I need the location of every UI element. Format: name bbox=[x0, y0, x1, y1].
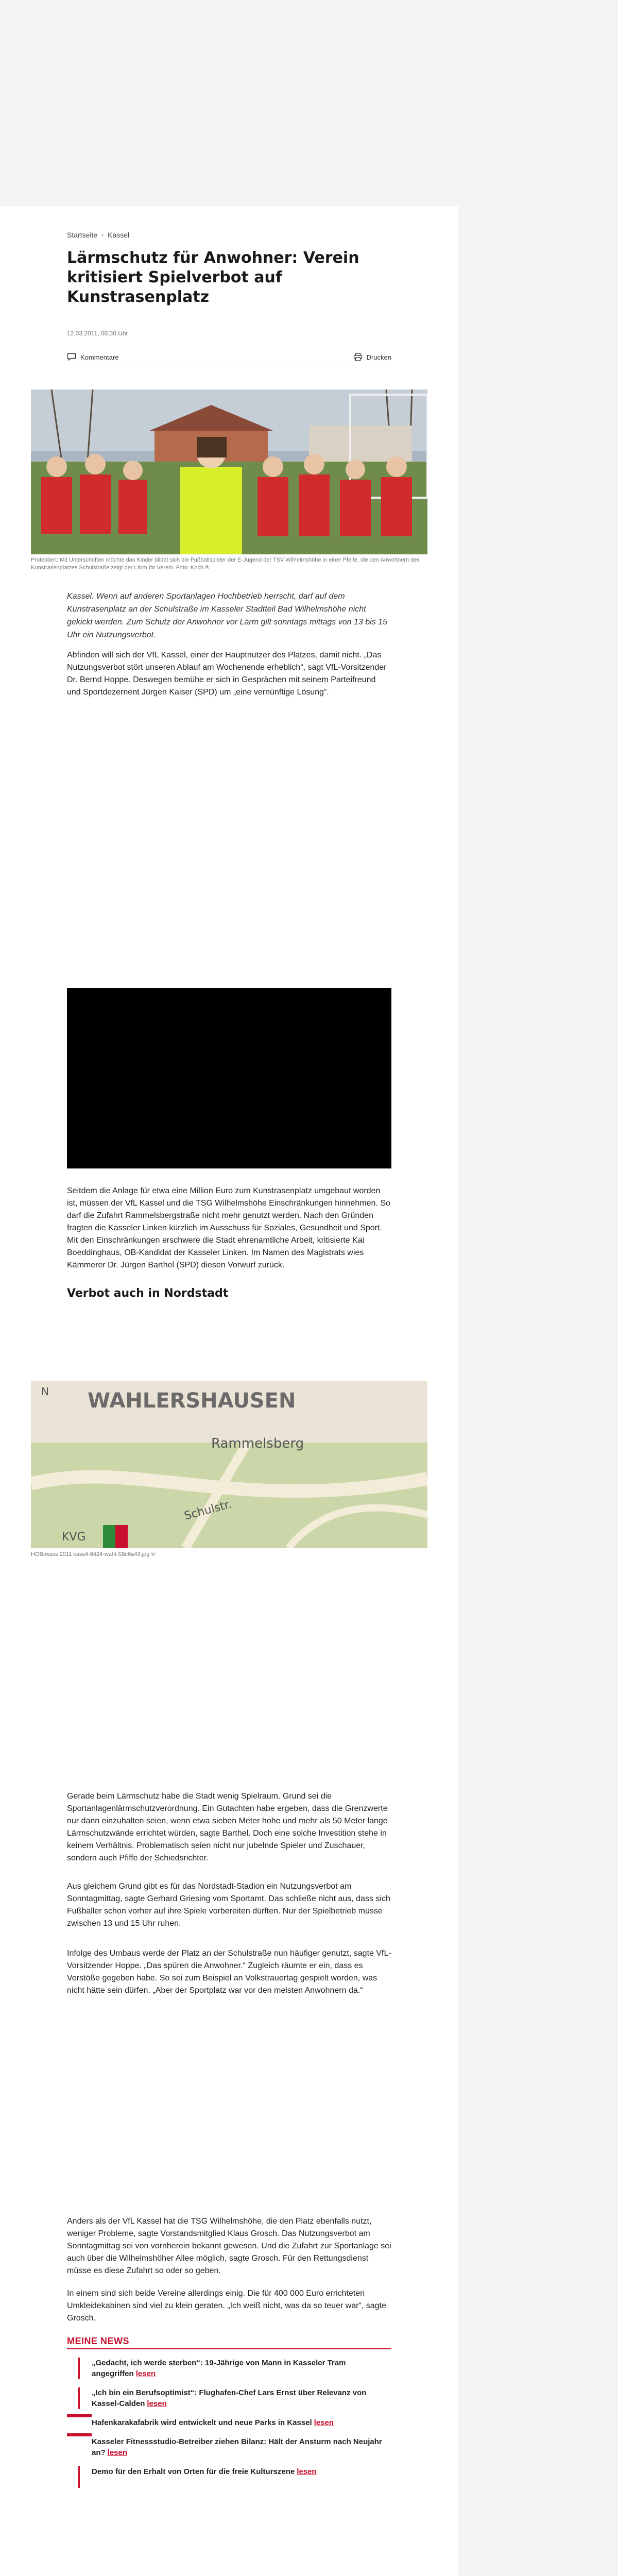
news-item-text: Demo für den Erhalt von Orten für die freie Kulturszene bbox=[92, 2467, 295, 2476]
printer-icon bbox=[353, 353, 363, 361]
news-item-text: „Ich bin ein Berufsoptimist“: Flughafen-Chef Lars Ernst über Relevanz von Kassel-Calden bbox=[92, 2388, 367, 2408]
read-more-link[interactable]: lesen bbox=[147, 2399, 167, 2408]
article-page bbox=[0, 206, 458, 2576]
paragraph: Anders als der VfL Kassel hat die TSG Wilhelmshöhe, die den Platz ebenfalls nutzt, weniger Probleme, sagte Vorstandsmitglied Klaus Grosch. Das Nutzungsverbot am Sonntagmittag sei von vornherein bekannt gewesen. Und die Zufahrt zur Sportanlage sei auch über die Wilhelmshöher Allee möglich, sagte Grosch. Für den Rettungsdienst müsse es diese Zufahrt so oder so geben. bbox=[67, 2217, 391, 2275]
news-heading: MEINE NEWS bbox=[67, 2336, 391, 2349]
news-badge bbox=[67, 2414, 92, 2417]
read-more-link[interactable]: lesen bbox=[135, 2369, 156, 2378]
news-item[interactable] bbox=[67, 2466, 391, 2477]
news-item-text: „Gedacht, ich werde sterben“: 19-Jährige von Mann in Kasseler Tram angegriffen bbox=[92, 2359, 346, 2378]
read-more-link[interactable]: lesen bbox=[314, 2418, 334, 2427]
news-item[interactable] bbox=[67, 2417, 391, 2428]
news-item[interactable] bbox=[67, 2436, 391, 2458]
svg-text:N: N bbox=[41, 1385, 49, 1398]
article-lead: Kassel. Wenn auf anderen Sportanlagen Hochbetrieb herrscht, darf auf dem Kunstrasenplatz an der Schulstraße im Kasseler Stadtteil Bad Wilhelmshöhe nicht gekickt werden. Zum Schutz der Anwohner vor Lärm gilt sonntags mittags von 13 bis 15 Uhr ein Nutzungsverbot. bbox=[67, 592, 387, 639]
read-more-link[interactable]: lesen bbox=[297, 2467, 317, 2476]
article-title: Lärmschutz für Anwohner: Verein kritisiert Spielverbot auf Kunstrasenplatz bbox=[67, 249, 359, 306]
chevron-right-icon: › bbox=[101, 231, 104, 239]
print-label: Drucken bbox=[366, 353, 391, 361]
breadcrumb-home[interactable]: Startseite bbox=[67, 231, 98, 239]
comments-label: Kommentare bbox=[80, 353, 119, 361]
news-item[interactable] bbox=[67, 2358, 391, 2379]
right-rail bbox=[458, 206, 618, 2576]
article-photo bbox=[31, 389, 427, 554]
section-heading: Verbot auch in Nordstadt bbox=[67, 1287, 229, 1300]
breadcrumb-section[interactable]: Kassel bbox=[108, 231, 130, 239]
paragraph: Gerade beim Lärmschutz habe die Stadt wenig Spielraum. Grund sei die Sportanlagenlärmschutzverordnung. Ein Gutachten habe ergeben, dass die Grenzwerte nur dann einzuhalten seien, wenn etwa sieben Meter hohe und mehr als 50 Meter lange Lärmschutzwände errichtet würden, sagte Barthel. Doch eine solche Investition stehe in keinem Verhältnis. Problematisch seien nicht nur jubelnde Spieler und Zuschauer, sondern auch Pfiffe der Schiedsrichter. bbox=[67, 1792, 388, 1862]
photo-caption: Protestiert: Mit Unterschriften möchte das Kinder bildet sich die Fußballspieler der E-Jugend der TSV Wilhelmshöhe in einer Pfeife, die den Anwohnern des Kunstrasenplatzes Schulstraße zeigt der Lärm Ihr Verein. Foto: Koch ® bbox=[31, 557, 420, 571]
news-item-text: Kasseler Fitnessstudio-Betreiber ziehen Bilanz: Hält der Ansturm nach Neujahr an? bbox=[92, 2437, 382, 2457]
comments-button[interactable] bbox=[67, 353, 118, 361]
publish-date: 12.03.2011, 06:30 Uhr bbox=[67, 330, 128, 337]
paragraph: Infolge des Umbaus werde der Platz an der Schulstraße nun häufiger genutzt, sagte VfL-Vorsitzender Hoppe. „Das spüren die Anwohner.“ Zugleich räumte er ein, dass es Verstöße gegeben habe. So sei zum Beispiel an Volkstrauertag gespielt worden, was nicht hätte sein dürfen. „Aber der Sportplatz war vor den meisten Anwohnern da.“ bbox=[67, 1949, 391, 1995]
read-more-link[interactable]: lesen bbox=[107, 2448, 128, 2457]
paragraph: In einem sind sich beide Vereine allerdings einig. Die für 400 000 Euro errichteten Umkleidekabinen sind viel zu klein geraten. „Ich weiß nicht, was da so teuer war“, sagte Grosch. bbox=[67, 2289, 386, 2323]
paragraph: Seitdem die Anlage für etwa eine Million Euro zum Kunstrasenplatz umgebaut worden ist, müssen der VfL Kassel und die TSG Wilhelmshöhe Einschränkungen hinnehmen. So darf die Zufahrt Rammelsbergstraße nicht mehr genutzt werden. Nach den Gründen fragten die Kasseler Linken kürzlich im Ausschuss für Soziales, Gesundheit und Sport. Mit den Einschränkungen erschwere die Stadt ehrenamtliche Arbeit, kritisierte Kai Boeddinghaus, OB-Kandidat der Kasseler Linken. Im Namen des Magistrats wies Kämmerer Dr. Jürgen Barthel (SPD) diesen Vorwurf zurück. bbox=[67, 1187, 390, 1269]
breadcrumb bbox=[67, 231, 391, 239]
article-actions bbox=[67, 349, 391, 365]
news-badge bbox=[67, 2433, 92, 2436]
my-news-box bbox=[67, 2336, 391, 2477]
map-caption: HOBnkass 2011 kass4-8424-wahl-S8c6a43.jpg ® bbox=[31, 1551, 156, 1557]
map-image bbox=[31, 1381, 427, 1548]
map-label: WAHLERSHAUSEN bbox=[88, 1389, 296, 1413]
print-button[interactable] bbox=[353, 353, 391, 361]
map-label: KVG bbox=[62, 1531, 86, 1544]
map-label: Rammelsberg bbox=[211, 1436, 304, 1451]
comment-icon bbox=[67, 353, 76, 361]
video-player[interactable] bbox=[67, 988, 391, 1168]
news-item-text: Hafenkarakafabrik wird entwickelt und neue Parks in Kassel bbox=[92, 2418, 312, 2427]
paragraph: Abfinden will sich der VfL Kassel, einer der Hauptnutzer des Platzes, damit nicht. „Das Nutzungsverbot stört unseren Ablauf am Wochenende erheblich“, sagt VfL-Vorsitzender Dr. Bernd Hoppe. Deswegen bemühe er sich in Gesprächen mit seinem Parteifreund und Sportdezernent Jürgen Kaiser (SPD) um „eine vernünftige Lösung“. bbox=[67, 651, 387, 697]
paragraph: Aus gleichem Grund gibt es für das Nordstadt-Stadion ein Nutzungsverbot am Sonntagmittag, sagte Gerhard Griesing vom Sportamt. Das schließe nicht aus, dass sich Fußballer schon vorher auf ihre Spiele vorbereiten dürften. Nur der Spielbetrieb müsse zwischen 13 und 15 Uhr ruhen. bbox=[67, 1882, 390, 1928]
map-label: Schulstr. bbox=[183, 1498, 233, 1523]
news-item[interactable] bbox=[67, 2387, 391, 2409]
